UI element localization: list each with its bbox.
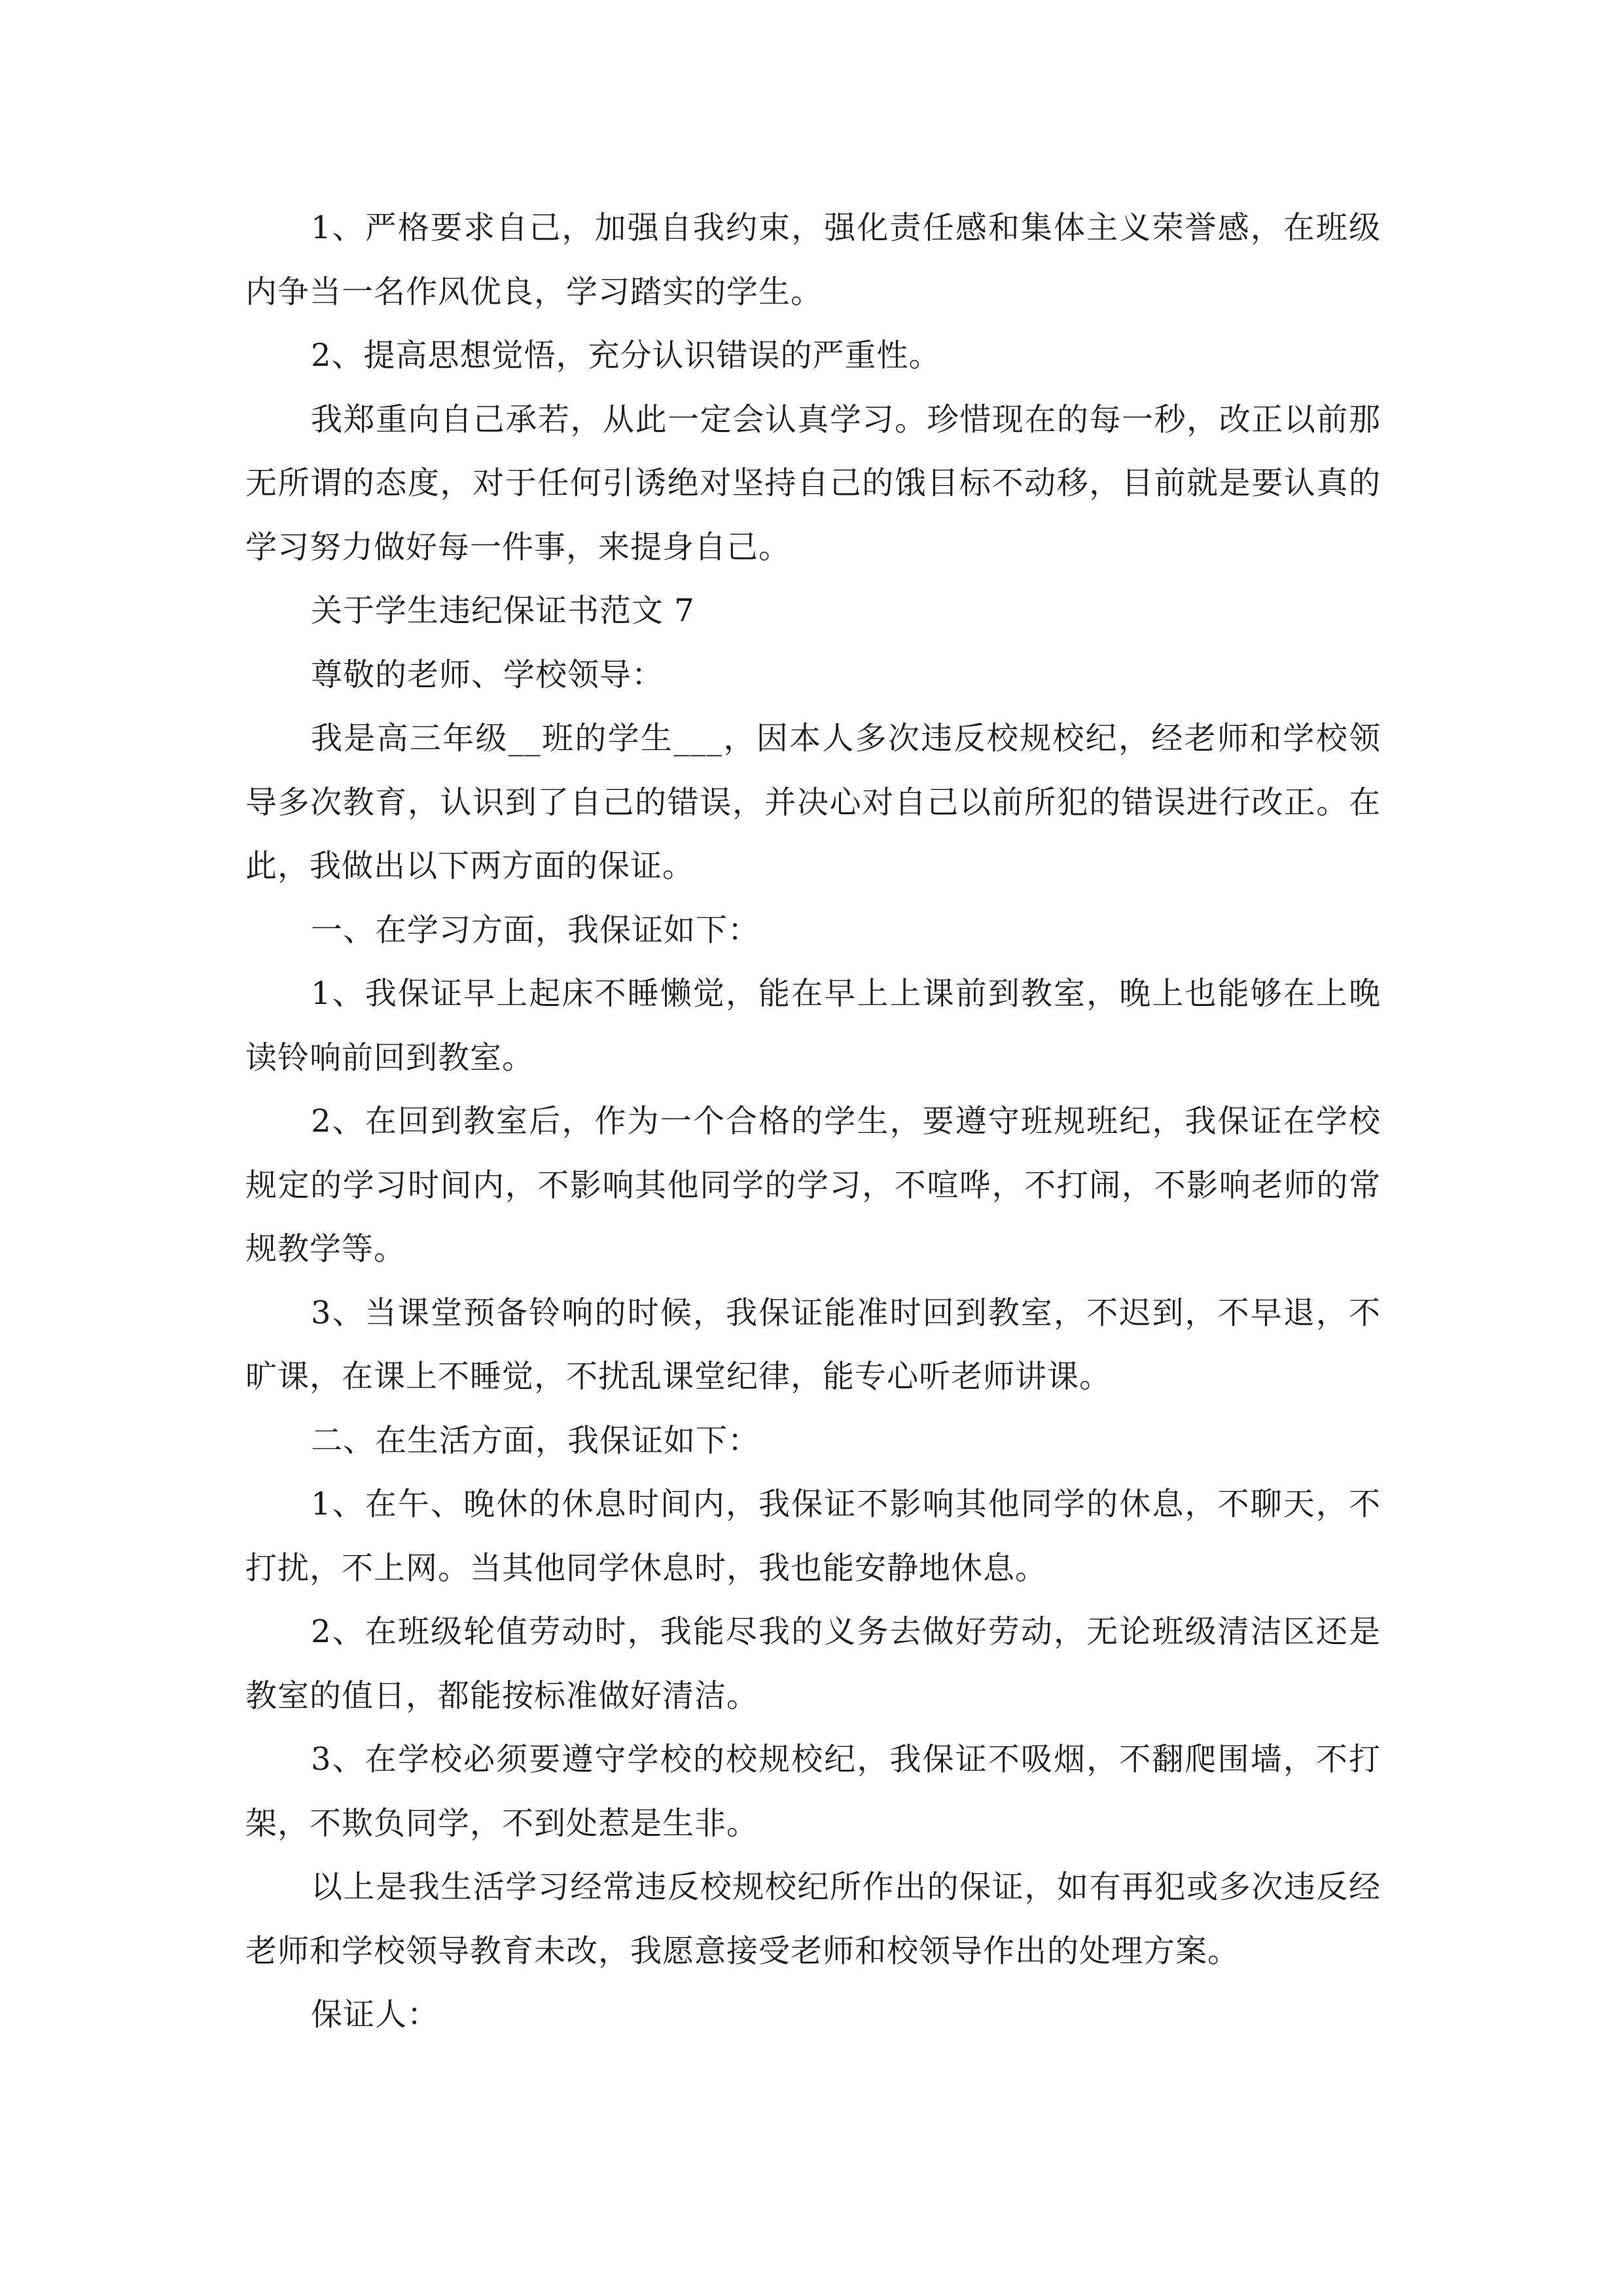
paragraph-closing: 以上是我生活学习经常违反校规校纪所作出的保证，如有再犯或多次违反经老师和学校领导教育未改，我愿意接受老师和校领导作出的处理方案。 [245, 1869, 1381, 1969]
paragraph-commitment-2: 2、提高思想觉悟，充分认识错误的严重性。 [311, 337, 941, 374]
signature-line: 保证人： [311, 1996, 440, 2033]
paragraph-study-2: 2、在回到教室后，作为一个合格的学生，要遵守班规班纪，我保证在学校规定的学习时间内，不影响其他同学的学习，不喧哗，不打闹，不影响老师的常规教学等。 [245, 1103, 1381, 1267]
heading-life: 二、在生活方面，我保证如下： [311, 1422, 760, 1459]
paragraph-promise: 我郑重向自己承若，从此一定会认真学习。珍惜现在的每一秒，改正以前那无所谓的态度，对于任何引诱绝对坚持自己的饿目标不动移，目前就是要认真的学习努力做好每一件事，来提身自己。 [245, 401, 1381, 565]
salutation: 尊敬的老师、学校领导： [311, 656, 664, 693]
paragraph-study-1: 1、我保证早上起床不睡懒觉，能在早上上课前到教室，晚上也能够在上晚读铃响前回到教室。 [245, 975, 1381, 1076]
paragraph-life-2: 2、在班级轮值劳动时，我能尽我的义务去做好劳动，无论班级清洁区还是教室的值日，都能按标准做好清洁。 [245, 1613, 1381, 1714]
paragraph-intro: 我是高三年级__班的学生___，因本人多次违反校规校纪，经老师和学校领导多次教育，认识到了自己的错误，并决心对自己以前所犯的错误进行改正。在此，我做出以下两方面的保证。 [245, 720, 1381, 884]
heading-study: 一、在学习方面，我保证如下： [311, 911, 760, 948]
paragraph-study-3: 3、当课堂预备铃响的时候，我保证能准时回到教室，不迟到，不早退，不旷课，在课上不睡觉，不扰乱课堂纪律，能专心听老师讲课。 [245, 1294, 1381, 1395]
section-title: 关于学生违纪保证书范文 7 [311, 592, 695, 629]
paragraph-life-3: 3、在学校必须要遵守学校的校规校纪，我保证不吸烟，不翻爬围墙，不打架，不欺负同学，不到处惹是生非。 [245, 1741, 1381, 1842]
document-body [245, 196, 1381, 2047]
paragraph-commitment-1: 1、严格要求自己，加强自我约束，强化责任感和集体主义荣誉感，在班级内争当一名作风优良，学习踏实的学生。 [245, 209, 1381, 310]
paragraph-life-1: 1、在午、晚休的休息时间内，我保证不影响其他同学的休息，不聊天，不打扰，不上网。当其他同学休息时，我也能安静地休息。 [245, 1486, 1381, 1587]
